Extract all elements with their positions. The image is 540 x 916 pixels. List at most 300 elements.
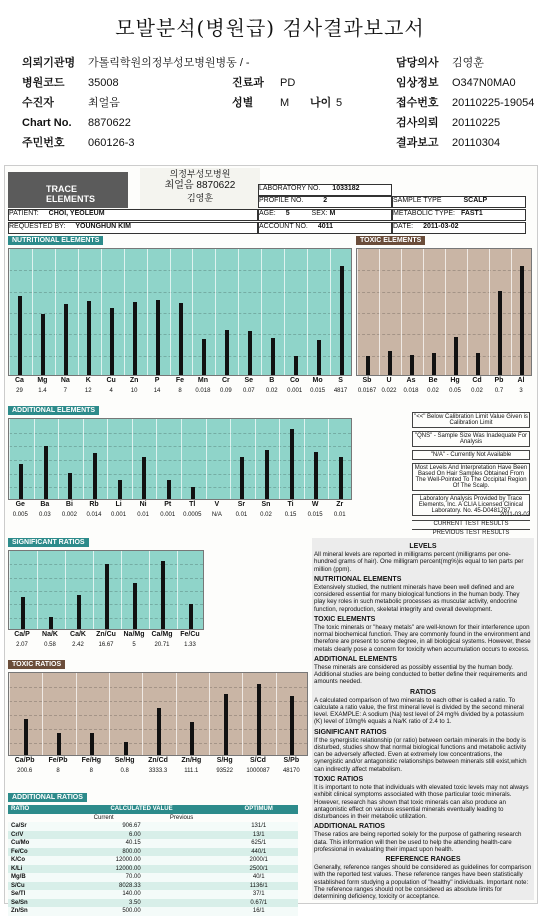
category-label: Na/K (42, 631, 58, 638)
test-date-legend (412, 512, 530, 536)
value-label: 20.71 (154, 642, 170, 648)
column-divider (32, 249, 33, 375)
bar-p (156, 300, 160, 375)
grid-line (357, 334, 531, 335)
table-cell: 3.50 (129, 899, 141, 906)
value-label: 8 (89, 768, 93, 774)
bar-na-k (49, 617, 53, 629)
category-label: S/Cd (250, 757, 266, 764)
account-box: ACCOUNT NO. 4011 (258, 222, 392, 234)
bar-as (410, 355, 414, 375)
table-cell: 440/1 (251, 848, 267, 855)
bar-ca-k (77, 595, 81, 629)
panel-heading: TOXIC RATIOS (314, 775, 364, 783)
column-divider (330, 249, 331, 375)
category-label: Fe/Cu (180, 631, 200, 638)
category-label: Ba (40, 501, 50, 508)
chart-plot-area (356, 248, 532, 376)
bar-b (271, 338, 275, 375)
bar-zn-cd (157, 708, 161, 756)
table-cell: Mg/B (11, 874, 26, 881)
panel-heading: ADDITIONAL ELEMENTS (314, 655, 398, 663)
bar-sb (366, 356, 370, 375)
chart-plot-area (8, 672, 308, 756)
value-label: 0.01 (333, 512, 346, 518)
column-divider (55, 249, 56, 375)
bar-al (520, 266, 524, 375)
column-divider (42, 673, 43, 755)
table-cell (144, 882, 220, 891)
category-label: Cd (472, 377, 482, 384)
panel-heading: NUTRITIONAL ELEMENTS (314, 575, 402, 583)
bar-fe-hg (90, 733, 94, 755)
value-label: 0.022 (381, 388, 397, 394)
header-row: 의뢰기관명 가톨릭학원의정부성모병원병동 / - (22, 57, 250, 69)
column-divider (261, 249, 262, 375)
value-label: 1.4 (38, 388, 47, 394)
bar-ca-mg (161, 561, 165, 629)
bar-fe (179, 303, 183, 375)
value-label: 4817 (333, 388, 348, 394)
bar-s-hg (224, 694, 228, 755)
category-label: V (214, 501, 220, 508)
grid-line (9, 487, 351, 488)
category-label: Bi (65, 501, 73, 508)
bar-ca-pb (24, 719, 28, 755)
value-label: 0.02 (427, 388, 439, 394)
chart-plot-area (8, 550, 204, 630)
bar-tl (191, 487, 195, 499)
col-optimum: OPTIMUM (244, 806, 273, 813)
panel-text: A calculated comparison of two minerals to each other is called a ratio. To calculate a ratio value, the first mineral level is divided by the second mineral level. EXAMPLE: A sodium (Na) test level of 24 mg% divided by a potassium (K) level of 10mg% equals a Na/K ratio of 2.4 to 1. (314, 696, 524, 726)
header-row: 접수번호 20110225-19054 (396, 97, 535, 109)
category-label: U (386, 377, 392, 384)
column-divider (304, 419, 305, 499)
table-cell: 70.00 (125, 874, 141, 881)
value-label: 1.33 (184, 642, 196, 648)
value-label: 48170 (282, 768, 300, 774)
category-label: Hg (450, 377, 460, 384)
column-divider (255, 419, 256, 499)
column-divider (177, 551, 178, 629)
column-divider (238, 249, 239, 375)
additional-ratios (8, 786, 308, 915)
legend-area (412, 412, 530, 519)
bar-mg (41, 314, 45, 375)
table-row (8, 848, 298, 857)
category-label: Zn (129, 377, 139, 384)
table-cell: Se/Tl (11, 891, 26, 898)
category-label: P (154, 377, 160, 384)
column-divider (107, 419, 108, 499)
column-divider (242, 673, 243, 755)
table-row (8, 865, 298, 874)
column-divider (176, 673, 177, 755)
column-divider (181, 419, 182, 499)
panel-text: Generally, reference ranges should be considered as guidelines for comparison with the reported test values. These reference ranges have been statistically established form studying a population of "healthy" individuals. Important note: The reference ranges should not be considered as absolute limits for determining deficiency, toxicity or acceptance. (314, 864, 532, 900)
header-row: 결과보고 20110304 (396, 137, 501, 149)
legend-hair-note: Most Levels And Interpretation Have Been Based On Hair Samples Obtained From The Well-Pointed To The Occipital Region Of The Scalp. (412, 463, 530, 491)
table-cell: 2000/1 (249, 857, 268, 864)
bar-pt (167, 480, 171, 499)
table-cell: 1136/1 (249, 882, 268, 889)
value-label: 8 (56, 768, 60, 774)
table-cell: 2500/1 (249, 865, 268, 872)
column-divider (467, 249, 468, 375)
nutritional-elements-chart (8, 236, 352, 400)
col-calculated: CALCULATED VALUE (110, 806, 173, 813)
column-divider (511, 249, 512, 375)
bar-cu (110, 308, 114, 375)
category-label: Ti (287, 501, 294, 508)
category-label: Be (428, 377, 438, 384)
header-right (396, 53, 538, 153)
bar-zn (133, 302, 137, 375)
category-label: Na (60, 377, 70, 384)
sample-type-box: SAMPLE TYPE SCALP (392, 196, 526, 208)
panel-text: If the synergistic relationship (or ratio) between certain minerals in the body is disturbed, studies show that normal biological functions and metabolic activity can be adversely affected. Even at extremely low concentrations, the synergistic and/or antagonistic relationships between minerals still exist,which can indirectly affect metabolism. (314, 736, 527, 773)
category-label: Ca/Mg (151, 631, 173, 638)
category-label: Pb (494, 377, 504, 384)
bar-na (64, 304, 68, 375)
lab-logo (8, 172, 128, 208)
category-label: Co (289, 377, 300, 384)
table-cell: 906.67 (122, 823, 141, 830)
value-label: 0.02 (471, 388, 483, 394)
table-row (8, 831, 298, 840)
bar-mn (202, 339, 206, 375)
column-divider (76, 673, 77, 755)
header-row: 검사의뢰 20110225 (396, 117, 501, 129)
value-label: 0.15 (284, 512, 297, 518)
bar-pb (498, 291, 502, 375)
chart-title: SIGNIFICANT RATIOS (8, 538, 89, 547)
bar-ca-p (21, 597, 25, 629)
header-row: 성별 M 나이 5 (232, 97, 343, 109)
column-divider (9, 551, 10, 629)
column-divider (83, 419, 84, 499)
bar-ca (18, 296, 22, 375)
panel-text: All mineral levels are reported in milligrams percent (milligrams per one-hundred grams of hair). One milligram percent(mg%)is equal to ten parts per million (ppm). (314, 551, 524, 573)
panel-heading: SIGNIFICANT RATIOS (314, 728, 387, 736)
value-label: 3 (519, 388, 523, 394)
bar-zn-hg (190, 722, 194, 755)
value-label: 1000087 (246, 768, 270, 774)
bar-ti (290, 429, 294, 499)
table-cell: Cu/Mo (11, 840, 30, 847)
category-label: Pt (164, 501, 172, 508)
column-divider (9, 249, 10, 375)
chart-title: TOXIC ELEMENTS (356, 236, 425, 245)
category-label: Rb (89, 501, 99, 508)
value-label: 93522 (216, 768, 233, 774)
value-label: 111.1 (184, 768, 199, 774)
value-label: 0.018 (195, 388, 211, 394)
table-cell: Fe/Co (11, 848, 28, 855)
toxic-elements-chart (356, 236, 532, 400)
value-label: 0.001 (160, 512, 176, 518)
column-divider (109, 673, 110, 755)
requested-box: REQUESTED BY: YOUNGHUN KIM (8, 222, 258, 234)
stamp-name: 최얼음 8870622 (164, 180, 236, 191)
table-cell: 37/1 (252, 891, 265, 898)
category-label: Ca/P (14, 631, 30, 638)
column-divider (147, 249, 148, 375)
bar-w (314, 452, 318, 499)
table-cell: 12000.00 (115, 857, 141, 864)
value-label: 10 (130, 388, 138, 394)
bar-mo (317, 340, 321, 375)
table-cell: 500.00 (122, 908, 141, 915)
bar-ge (19, 464, 23, 499)
value-label: 12 (84, 388, 92, 394)
value-label: 4 (109, 388, 113, 394)
column-divider (78, 249, 79, 375)
value-label: 0.015 (310, 388, 326, 394)
category-label: Zr (336, 501, 344, 508)
table-cell: 0.67/1 (250, 899, 268, 906)
header-row: 수진자 최얼음 (22, 97, 120, 109)
bar-u (388, 351, 392, 375)
table-cell: Cr/V (11, 831, 24, 838)
metabolic-box: METABOLIC TYPE: FAST1 (392, 209, 526, 221)
column-divider (9, 419, 10, 499)
bar-s-cd (257, 684, 261, 755)
table-row (8, 856, 298, 865)
bar-s (340, 266, 344, 375)
header-mid (232, 73, 392, 113)
value-label: 0.05 (449, 388, 461, 394)
category-label: Al (517, 377, 525, 384)
table-cell (144, 839, 220, 848)
previous-results-label: PREVIOUS TEST RESULTS (412, 529, 530, 536)
column-divider (489, 249, 490, 375)
explanation-panel (312, 538, 534, 900)
stamp-doctor: 김영훈 (186, 193, 214, 203)
panel-text: These minerals are considered as possibly essential by the human body. Additional studies are being conducted to better define their requirements and amounts needed. (314, 664, 527, 686)
value-label: 7 (63, 388, 67, 394)
value-label: 2.42 (72, 642, 84, 648)
header-row: 주민번호 060126-3 (22, 137, 135, 149)
report-title: 모발분석(병원급) 검사결과보고서 (115, 16, 425, 40)
column-divider (124, 249, 125, 375)
column-divider (192, 249, 193, 375)
header-row: 임상정보 O347N0MA0 (396, 77, 516, 89)
chart-plot-area (8, 418, 352, 500)
patient-box: PATIENT: CHOI, YEOLEUM (8, 209, 258, 221)
column-divider (445, 249, 446, 375)
value-label: 0.01 (137, 512, 149, 518)
category-label: Se/Hg (114, 757, 135, 764)
header-row: Chart No. 8870622 (22, 117, 131, 129)
table-cell: 16/1 (252, 908, 265, 915)
table-cell (144, 873, 220, 882)
panel-heading: REFERENCE RANGES (385, 855, 461, 863)
value-label: 0.02 (265, 388, 278, 394)
bar-zn-cu (105, 564, 109, 629)
category-label: As (406, 377, 416, 384)
category-label: Mo (312, 377, 323, 384)
value-label: 0.0167 (357, 388, 377, 394)
col-current: Current (93, 814, 114, 821)
grid-line (9, 446, 351, 447)
additional-ratios-title: ADDITIONAL RATIOS (8, 793, 87, 802)
column-divider (142, 673, 143, 755)
table-cell: Se/Sn (11, 899, 28, 906)
value-label: 0.58 (44, 642, 56, 648)
panel-text: The toxic minerals or "heavy metals" are well-known for their interference upon normal biochemical function. They are commonly found in the environment and therefore are present to some degree, in all biological systems. However, these metals clearly pose a concern for toxicity when accumulation occurs to excess. (314, 624, 531, 653)
panel-text: Extensively studied, the nutrient minerals have been well defined and are considered essential for many biological functions in the human body. They play key roles in such metabolic processes as muscular activity, endocrine function, reproduction, skeletal integrity and overall development. (314, 584, 520, 613)
toxic-ratios-chart (8, 660, 308, 780)
category-label: Ca/Pb (14, 757, 35, 764)
bar-s-pb (290, 696, 294, 755)
category-label: Ca (14, 377, 24, 384)
table-cell (144, 865, 220, 874)
grid-line (9, 292, 351, 293)
column-divider (307, 249, 308, 375)
table-cell: 6.00 (129, 831, 141, 838)
value-label: 0.001 (111, 512, 127, 518)
chart-title: ADDITIONAL ELEMENTS (8, 406, 99, 415)
bar-be (432, 353, 436, 375)
bar-se-hg (124, 742, 128, 755)
bar-bi (68, 473, 72, 499)
value-label: 0.005 (12, 512, 28, 518)
panel-heading: LEVELS (409, 543, 437, 550)
table-cell: Zn/Sn (11, 908, 28, 915)
header-row: 진료과 PD (232, 77, 296, 89)
current-results-label: CURRENT TEST RESULTS (412, 520, 530, 527)
table-cell (144, 848, 220, 857)
bar-rb (93, 453, 97, 499)
panel-heading: RATIOS (410, 688, 436, 696)
table-cell: 40.15 (125, 840, 141, 847)
column-divider (156, 419, 157, 499)
table-cell: K/Co (11, 857, 25, 864)
bar-cr (225, 330, 229, 375)
category-label: K (85, 377, 91, 384)
category-label: Tl (189, 501, 196, 508)
column-divider (276, 673, 277, 755)
bar-co (294, 356, 298, 375)
category-label: Zn/Cd (148, 757, 168, 764)
table-cell: 131/1 (251, 823, 267, 830)
column-divider (284, 249, 285, 375)
column-divider (37, 551, 38, 629)
category-label: Ge (15, 501, 25, 508)
profile-box: PROFILE NO. 2 (258, 196, 392, 208)
header-row: 병원코드 35008 (22, 77, 119, 89)
table-cell (144, 890, 220, 899)
category-label: Zn/Hg (181, 757, 202, 764)
table-cell: 8028.33 (118, 882, 141, 889)
test-date: 2011-03-02 (499, 512, 530, 518)
lab-number-box: LABORATORY NO. 1033182 (258, 184, 392, 196)
bar-sr (240, 457, 244, 499)
value-label: 16.67 (98, 642, 114, 648)
col-ratio: RATIO (11, 806, 30, 813)
bar-sn (265, 450, 269, 499)
column-divider (279, 419, 280, 499)
bar-li (118, 480, 122, 499)
category-label: S (338, 377, 343, 384)
value-label: 200.6 (17, 768, 33, 774)
table-row (8, 890, 298, 899)
category-label: Zn/Cu (96, 631, 116, 638)
column-divider (379, 249, 380, 375)
bar-na-mg (133, 583, 137, 629)
grid-line (9, 433, 351, 434)
value-label: 0.7 (494, 388, 504, 394)
table-cell: 140.00 (122, 891, 141, 898)
table-cell: 12000.00 (115, 865, 141, 872)
bar-fe-pb (57, 733, 61, 755)
column-divider (230, 419, 231, 499)
column-divider (58, 419, 59, 499)
chart-title: TOXIC RATIOS (8, 660, 65, 669)
bar-se (248, 331, 252, 375)
grid-line (9, 701, 307, 702)
additional-ratios-table (8, 805, 298, 916)
column-divider (328, 419, 329, 499)
grid-line (357, 313, 531, 314)
bar-hg (454, 337, 458, 375)
age-box: AGE: 5 SEX: M (258, 209, 392, 221)
legend-lab-note: Laboratory Analysis Provided by Trace Elements, Inc. A CLIA Licensed Clinical Laboratory. No. 45-D0481787 (412, 494, 530, 516)
category-label: S/Pb (283, 757, 300, 764)
category-label: Sn (261, 501, 271, 508)
column-divider (121, 551, 122, 629)
grid-line (357, 292, 531, 293)
grid-line (9, 270, 351, 271)
additional-elements-chart (8, 406, 352, 524)
value-label: 0.002 (61, 512, 77, 518)
category-label: Ca/K (70, 631, 86, 638)
column-divider (101, 249, 102, 375)
category-label: Fe/Pb (48, 757, 68, 764)
column-divider (65, 551, 66, 629)
table-cell: 800.00 (122, 848, 141, 855)
table-cell (144, 822, 220, 831)
bar-zr (339, 457, 343, 499)
date-box: DATE: 2011-03-02 (392, 222, 526, 234)
value-label: 5 (132, 642, 136, 648)
column-divider (9, 673, 10, 755)
category-label: Ni (139, 501, 147, 508)
value-label: 29 (16, 388, 23, 394)
table-cell: 13/1 (252, 831, 265, 838)
header-row: 담당의사 김영훈 (396, 57, 484, 69)
category-label: Se (244, 377, 254, 384)
bar-fe-cu (189, 604, 193, 629)
category-label: Mg (37, 377, 48, 384)
bar-cd (476, 353, 480, 375)
panel-text: These ratios are being reported solely for the purpose of gathering research data. This information will then be used to help the attending health-care professional in evaluating their impact upon health. (314, 831, 522, 853)
table-row (8, 822, 298, 831)
column-divider (34, 419, 35, 499)
column-divider (357, 249, 358, 375)
column-divider (149, 551, 150, 629)
value-label: 0.014 (86, 512, 102, 518)
col-previous: Previous (169, 814, 194, 821)
grid-line (9, 460, 351, 461)
bar-k (87, 301, 91, 375)
category-label: Cr (221, 377, 230, 384)
value-label: 0.018 (403, 388, 419, 394)
grid-line (357, 270, 531, 271)
grid-line (357, 356, 531, 357)
legend-qns: "QNS" - Sample Size Was Inadequate For Analysis (412, 431, 530, 447)
